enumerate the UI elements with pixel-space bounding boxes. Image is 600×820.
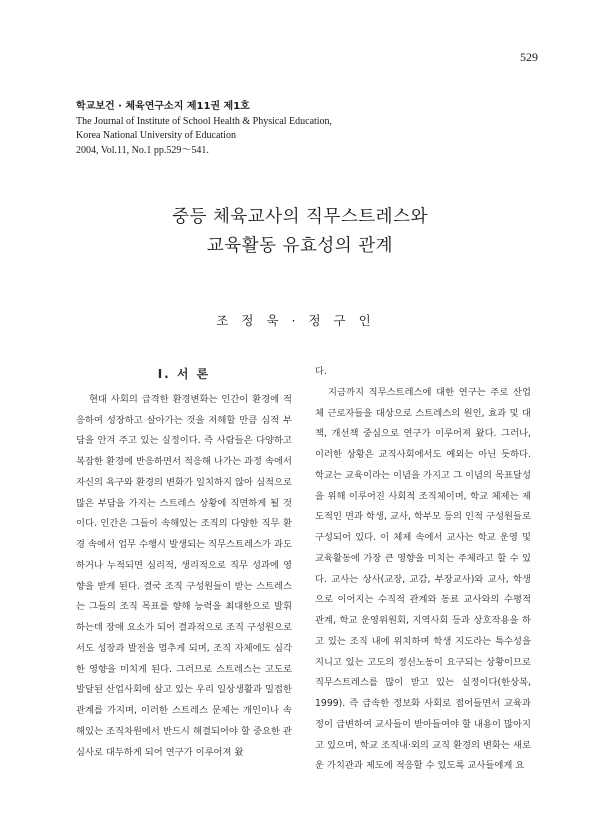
journal-info [76,100,332,158]
journal-citation: 2004, Vol.11, No.1 pp.529～541. [76,144,209,156]
page-number: 529 [520,50,538,64]
journal-institution: Korea National University of Education [76,130,236,141]
body-paragraph: 지금까지 직무스트레스에 대한 연구는 주로 산업체 근로자들을 대상으로 스트레스의 원인, 효과 및 대책, 개선책 중심으로 연구가 이루어져 왔다. 그러나, 이러한 상황은 교직사회에서도 예외는 아닌 듯하다. 학교는 교육이라는 이념을 가지고 그 이념의 목표달성을 위해 이루어진 사회적 조직체이며, 학교 체제는 제도적인 면과 학생, 교사, 학부모 등의 인적 구성원들로 구성되어 있다. 이 체제 속에서 교사는 학교 운영 및 교육활동에 가장 큰 영향을 미치는 주체라고 할 수 있다. 교사는 상사(교장, 교감, 부장교사)와 교사, 학생으로 이어지는 수직적 관계와 동료 교사와의 수평적 관계, 학교 운영위원회, 지역사회 등과 상호작용을 하고 있는 조직 내에 위치하며 학생 지도라는 특수성을 지니고 있는 고도의 정신노동이 요구되는 상황이므로 직무스트레스를 많이 받고 있는 실정이다(한상복, 1999). 즉 급속한 정보화 사회로 접어들면서 교육과정이 급변하여 교사들이 받아들여야 할 내용이 많아지고 있으며, 학교 조직내·외의 교직 환경의 변화는 새로운 가치관과 제도에 적응할 수 있도록 교사들에게 요 [315,386,531,772]
authors: 조정욱·정구인 [216,313,384,328]
journal-english-title: The Journal of Institute of School Health & Physical Education, [76,115,333,127]
paper-title-line-1: 중등 체육교사의 직무스트레스와 [172,207,428,227]
section-heading-introduction: Ⅰ. 서 론 [157,367,211,381]
journal-korean-title: 학교보건 · 체육연구소지 제11권 제1호 [76,101,250,112]
right-column [315,362,531,777]
body-paragraph-continuation: 다. [315,366,327,377]
body-paragraph: 현대 사회의 급격한 환경변화는 인간이 환경에 적응하여 성장하고 살아가는 것을 저해할 만큼 심적 부담을 안겨 주고 있는 실정이다. 즉 사람들은 다양하고 복잡한 환경에 반응하면서 적응해 나가는 과정 속에서 자신의 욕구와 환경의 변화가 일치하지 않아 심적으로 많은 부담을 가지는 스트레스 상황에 직면하게 될 것이다. 인간은 그들이 속해있는 조직의 다양한 직무 환경 속에서 업무 수행시 발생되는 직무스트레스가 과도하거나 누적되면 심리적, 생리적으로 직무 성과에 영향을 받게 된다. 결국 조직 구성원들이 받는 스트레스는 그들의 조직 목표를 향해 능력을 최대한으로 발휘하는데 장애 요소가 되어 결과적으로 조직 구성원으로서도 성장과 발전을 멈추게 되며, 조직 자체에도 심각한 영향을 미치게 된다. 그러므로 스트레스는 고도로 발달된 산업사회에 살고 있는 우리 일상생활과 밀접한 관계를 가지며, 이러한 스트레스 문제는 개인이나 속해있는 조직차원에서 반드시 해결되어야 할 중요한 관심사로 대두하게 되어 연구가 이루어져 왔 [76,393,292,758]
paper-title [0,203,600,261]
paper-title-line-2: 교육활동 유효성의 관계 [206,236,394,256]
left-column [76,362,292,763]
